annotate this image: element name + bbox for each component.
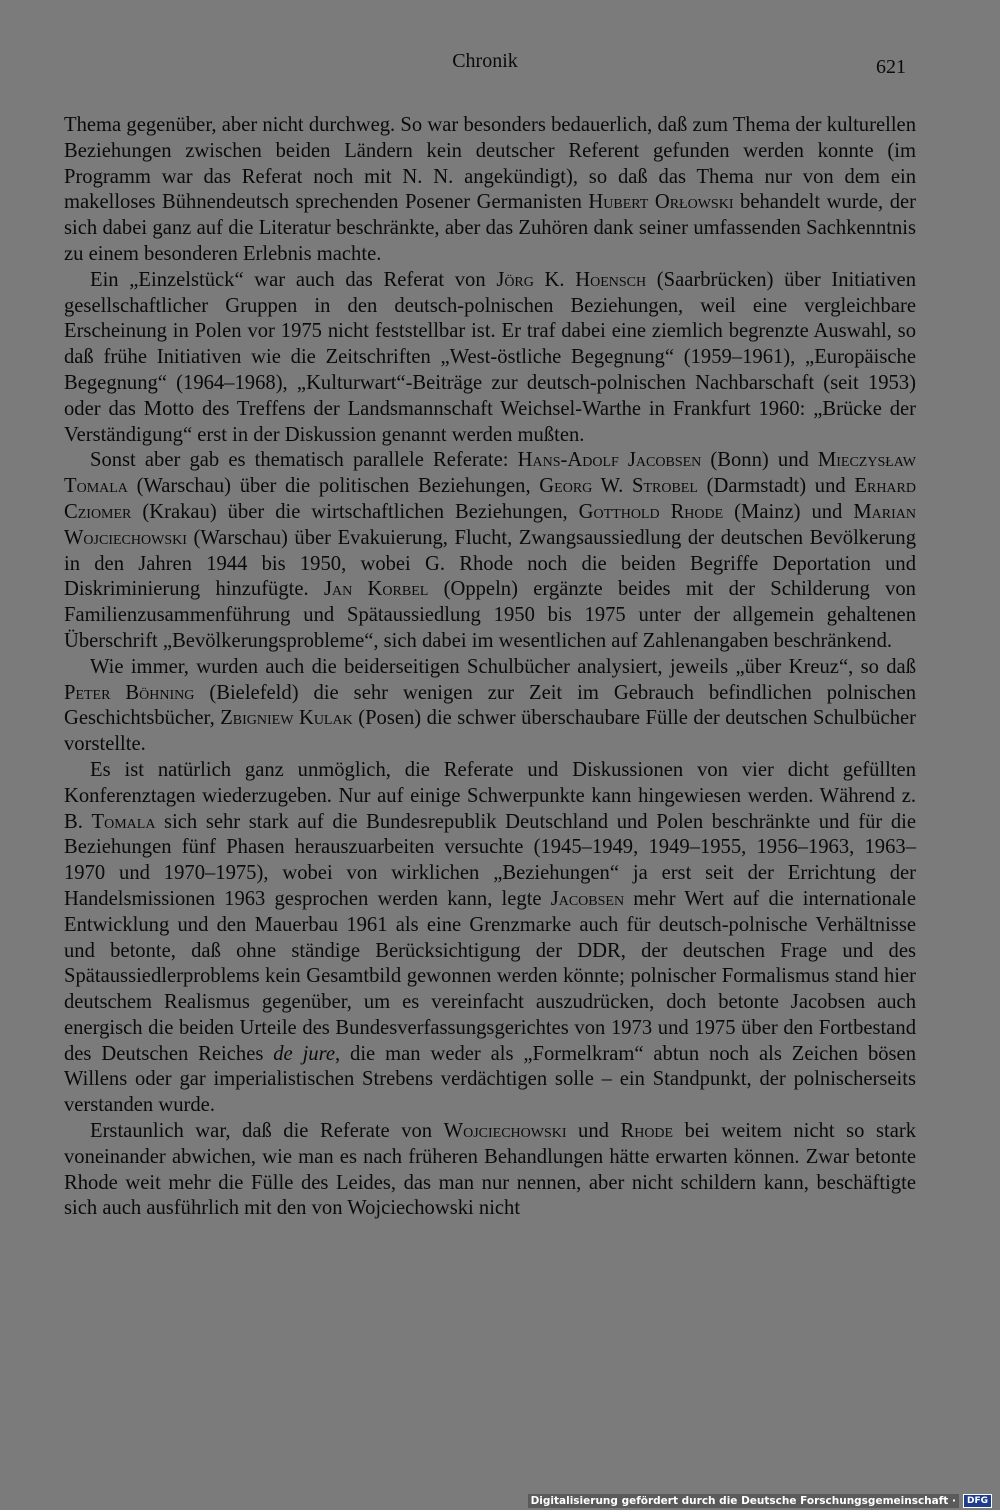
author-name: Tomala bbox=[91, 810, 156, 833]
running-title: Chronik bbox=[452, 50, 518, 72]
page-number: 621 bbox=[876, 56, 906, 78]
text-run: (Saarbrücken) über Initiativen gesellschaftlicher Gruppen in den deutsch-polnischen Beziehungen, weil eine vergleichbare Erscheinung in Polen vor 1975 nicht feststellbar ist. Er traf dabei eine ziemlich begrenzte Auswahl, so daß frühe Initiativen wie die Zeitschriften „West-östliche Begegnung“ (1959–1961), „Europäische Begegnung“ (1964–1968), „Kulturwart“-Beiträge zur deutsch-polnischen Nachbarschaft (seit 1953) oder das Motto des Treffens der Landsmannschaft Weichsel-Warthe in Frankfurt 1960: „Brücke der Verständigung“ erst in der Diskussion genannt werden mußten. bbox=[64, 268, 916, 446]
paragraph bbox=[64, 113, 916, 268]
text-run: Sonst aber gab es thematisch parallele Referate: bbox=[90, 449, 518, 472]
author-name: Jan Korbel bbox=[323, 578, 429, 601]
paragraph bbox=[64, 758, 916, 1119]
text-run: (Oppeln) ergänzte beides mit der Schilderung von Familienzusammenführung und Spätaussiedlung 1950 bis 1975 unter der allgemein gehaltenen Überschrift „Bevölkerungsprobleme“, sich dabei im wesentlichen auf Zahlenangaben beschränkend. bbox=[64, 578, 916, 652]
text-run: mehr Wert auf die internationale Entwicklung und den Mauerbau 1961 als eine Grenzmarke auch für deutsch-polnische Verhältnisse und betonte, daß ohne ständige Berücksichtigung der DDR, der deutschen Frage und des Spätaussiedlerproblems kein Gesamtbild gewonnen werden könnte; polnischer Formalismus stand hier deutschem Realismus gegenüber, um es vereinfacht auszudrücken, doch betonte Jacobsen auch energisch die beiden Urteile des Bundesverfassungsgerichtes von 1973 und 1975 über den Fortbestand des Deutschen Reiches bbox=[64, 887, 916, 1065]
text-run: Thema gegenüber, aber nicht durchweg. So war besonders bedauerlich, daß zum Thema der kulturellen Beziehungen zwischen beiden Ländern kein deutscher Referent gefunden werden konnte (im Programm war das Referat noch mit N. N. angekündigt), so daß das Thema nur von dem ein makelloses Bühnendeutsch sprechenden Posener Germanisten bbox=[64, 114, 916, 214]
text-run: (Krakau) über die wirtschaftlichen Beziehungen, bbox=[131, 500, 579, 523]
paragraph bbox=[64, 268, 916, 449]
author-name: Mieczysław Tomala bbox=[64, 449, 916, 498]
text-run: Erstaunlich war, daß die Referate von bbox=[90, 1120, 444, 1143]
author-name: Peter Böhning bbox=[64, 681, 195, 704]
text-run: (Posen) die schwer überschaubare Fülle der deutschen Schulbücher vorstellte. bbox=[64, 707, 916, 756]
author-name: Jörg K. Hoensch bbox=[496, 268, 647, 291]
text-run: (Warschau) über Evakuierung, Flucht, Zwangsaussiedlung der deutschen Bevölkerung in den Jahren 1944 bis 1950, wobei G. Rhode noch die beiden Begriffe Deportation und Diskriminierung hinzufügte. bbox=[64, 526, 916, 601]
italic-term: de jure bbox=[273, 1042, 335, 1065]
text-run: (Warschau) über die politischen Beziehungen, bbox=[127, 475, 540, 498]
text-run: Wie immer, wurden auch die beiderseitigen Schulbücher analysiert, jeweils „über Kreuz“, so daß bbox=[90, 655, 916, 678]
text-run: , die man weder als „Formelkram“ abtun noch als Zeichen bösen Willens oder gar imperialistischen Strebens verdächtigen solle – ein Standpunkt, der polnischerseits verstanden wurde. bbox=[64, 1042, 916, 1117]
author-name: Gotthold Rhode bbox=[578, 500, 724, 523]
author-name: Hans-Adolf Jacobsen bbox=[517, 449, 702, 472]
footer-text: Digitalisierung gefördert durch die Deutsche Forschungsgemeinschaft · bbox=[528, 1494, 959, 1508]
text-run: (Mainz) und bbox=[723, 500, 854, 523]
digitization-footer bbox=[528, 1494, 992, 1508]
author-name: Zbigniew Kulak bbox=[220, 707, 353, 730]
author-name: Rhode bbox=[620, 1120, 674, 1143]
body-text bbox=[64, 113, 916, 1222]
dfg-logo: DFG bbox=[963, 1494, 992, 1508]
author-name: Wojciechowski bbox=[443, 1120, 567, 1143]
text-run: (Darmstadt) und bbox=[697, 475, 855, 498]
author-name: Hubert Orłowski bbox=[588, 191, 734, 214]
text-run: bei weitem nicht so stark voneinander abwichen, wie man es nach früheren Behandlungen hätte erwarten können. Zwar betonte Rhode weit mehr die Fülle des Leides, das man nur nennen, aber nicht schildern kann, beschäftigte sich auch ausführlich mit den von Wojciechowski nicht bbox=[64, 1120, 916, 1220]
author-name: Marian Wojciechowski bbox=[64, 500, 916, 549]
page-header bbox=[64, 50, 906, 80]
text-run: behandelt wurde, der sich dabei ganz auf die Literatur beschränkte, aber das Zuhören dank seiner umfassenden Sachkenntnis zu einem besonderen Erlebnis machte. bbox=[64, 191, 917, 265]
text-run: und bbox=[566, 1120, 621, 1143]
text-run: (Bonn) und bbox=[701, 449, 818, 472]
text-run: (Bielefeld) die sehr wenigen zur Zeit im Gebrauch befindlichen polnischen Geschichtsbücher, bbox=[64, 681, 917, 730]
paragraph bbox=[64, 1119, 916, 1222]
text-run: Es ist natürlich ganz unmöglich, die Referate und Diskussionen von vier dicht gefüllten Konferenztagen wiederzugeben. Nur auf einige Schwerpunkte kann hingewiesen werden. Während z. B. bbox=[64, 758, 916, 833]
author-name: Georg W. Strobel bbox=[539, 475, 698, 498]
author-name: Erhard Cziomer bbox=[64, 475, 916, 523]
text-run: sich sehr stark auf die Bundesrepublik Deutschland und Polen beschränkte und für die Beziehungen fünf Phasen herauszuarbeiten versuchte (1945–1949, 1949–1955, 1956–1963, 1963–1970 und 1970–1975), wobei von wirklichen „Beziehungen“ ja erst seit der Errichtung der Handelsmissionen 1963 gesprochen werden kann, legte bbox=[64, 810, 916, 910]
paragraph bbox=[64, 448, 916, 654]
text-run: Ein „Einzelstück“ war auch das Referat von bbox=[90, 268, 497, 291]
paragraph bbox=[64, 655, 916, 758]
author-name: Jacobsen bbox=[550, 887, 625, 910]
